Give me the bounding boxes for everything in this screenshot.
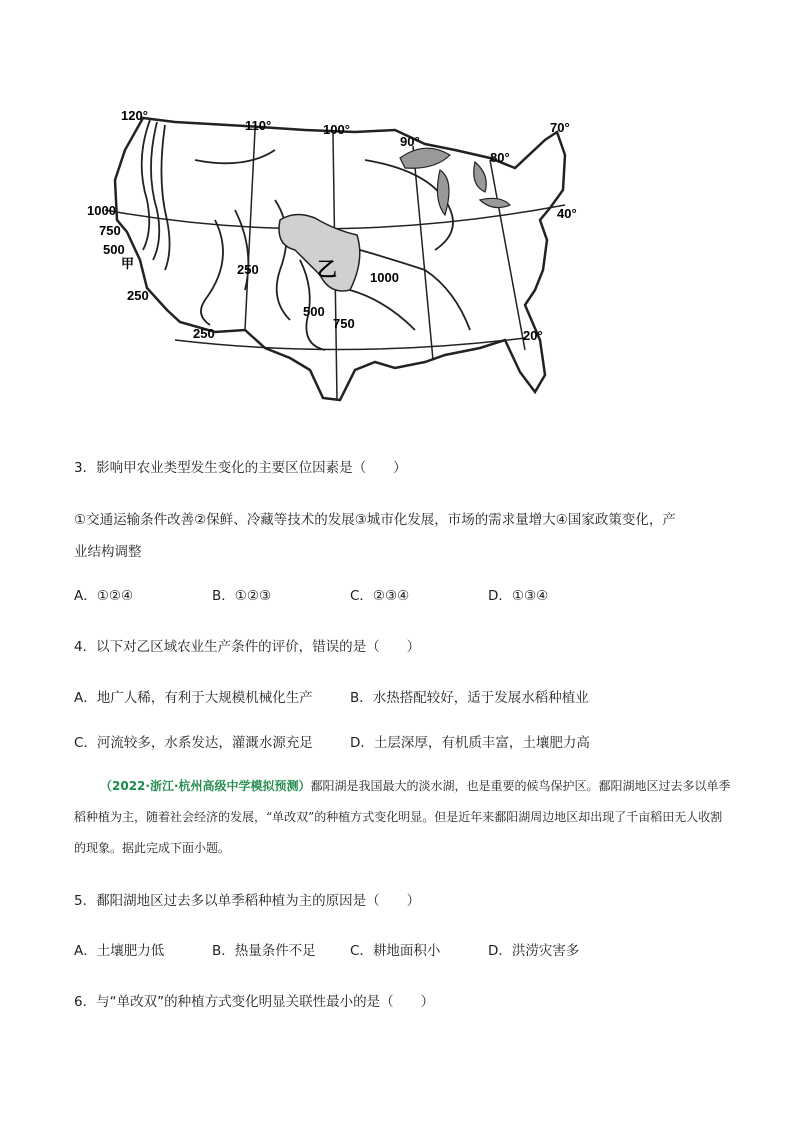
isoline-label: 1000 (87, 203, 116, 218)
isoline-label: 250 (237, 262, 259, 277)
question-3-stem: 3．影响甲农业类型发生变化的主要区位因素是（ ） (74, 460, 407, 476)
question-4-option-d[interactable]: D．土层深厚，有机质丰富，土壤肥力高 (350, 735, 590, 751)
isoline-label: 250 (193, 326, 215, 341)
label-lon-90: 90° (400, 134, 420, 149)
isoline-label: 1000 (370, 270, 399, 285)
question-5-option-c[interactable]: C．耕地面积小 (350, 943, 441, 959)
isoline-label: 500 (303, 304, 325, 319)
question-3-option-b[interactable]: B．①②③ (212, 588, 272, 604)
isoline-label: 500 (103, 242, 125, 257)
question-3-factors-line2: 业结构调整 (74, 544, 142, 560)
question-4-option-a[interactable]: A．地广人稀，有利于大规模机械化生产 (74, 690, 313, 706)
latitude-line-20 (175, 338, 525, 350)
passage-text: 鄱阳湖是我国最大的淡水湖，也是重要的候鸟保护区。鄱阳湖地区过去多以单季稻种植为主，随着社会经济的发展，“单改双”的种植方式变化明显。但是近年来鄱阳湖周边地区却出现了千亩稻田无人收割的现象。据此完成下面小题。 (74, 779, 731, 855)
longitude-line-80 (490, 160, 525, 350)
question-3-option-a[interactable]: A．①②④ (74, 588, 134, 604)
label-lon-70: 70° (550, 120, 570, 135)
question-5-option-a[interactable]: A．土壤肥力低 (74, 943, 165, 959)
longitude-line-90 (413, 146, 433, 360)
question-3-option-d[interactable]: D．①③④ (488, 588, 549, 604)
label-region-yi: 乙 (317, 259, 337, 281)
question-4-option-c[interactable]: C．河流较多，水系发达，灌溉水源充足 (74, 735, 313, 751)
us-agriculture-map (87, 100, 577, 410)
label-lon-110: 110° (245, 118, 272, 133)
label-lat-20: 20° (523, 328, 543, 343)
question-5-option-b[interactable]: B．热量条件不足 (212, 943, 316, 959)
question-5-option-d[interactable]: D．洪涝灾害多 (488, 943, 580, 959)
label-lon-80: 80° (490, 150, 510, 165)
question-4-stem: 4．以下对乙区域农业生产条件的评价，错误的是（ ） (74, 639, 421, 655)
question-3-factors-line1: ①交通运输条件改善②保鲜、冷藏等技术的发展③城市化发展，市场的需求量增大④国家政策变化，产 (74, 512, 676, 528)
passage-source: （2022·浙江·杭州高级中学模拟预测） (100, 779, 311, 793)
label-lon-120: 120° (121, 108, 148, 123)
question-4-option-b[interactable]: B．水热搭配较好，适于发展水稻种植业 (350, 690, 589, 706)
question-5-stem: 5．鄱阳湖地区过去多以单季稻种植为主的原因是（ ） (74, 893, 421, 909)
passage-intro (74, 771, 734, 864)
label-lon-100: 100° (323, 122, 350, 137)
label-lat-40: 40° (557, 206, 577, 221)
label-region-jia: 甲 (121, 256, 135, 271)
isoline-label: 750 (333, 316, 355, 331)
question-6-stem: 6．与“单改双”的种植方式变化明显关联性最小的是（ ） (74, 994, 435, 1010)
isoline-label: 750 (99, 223, 121, 238)
isoline-label: 250 (127, 288, 149, 303)
question-3-option-c[interactable]: C．②③④ (350, 588, 410, 604)
